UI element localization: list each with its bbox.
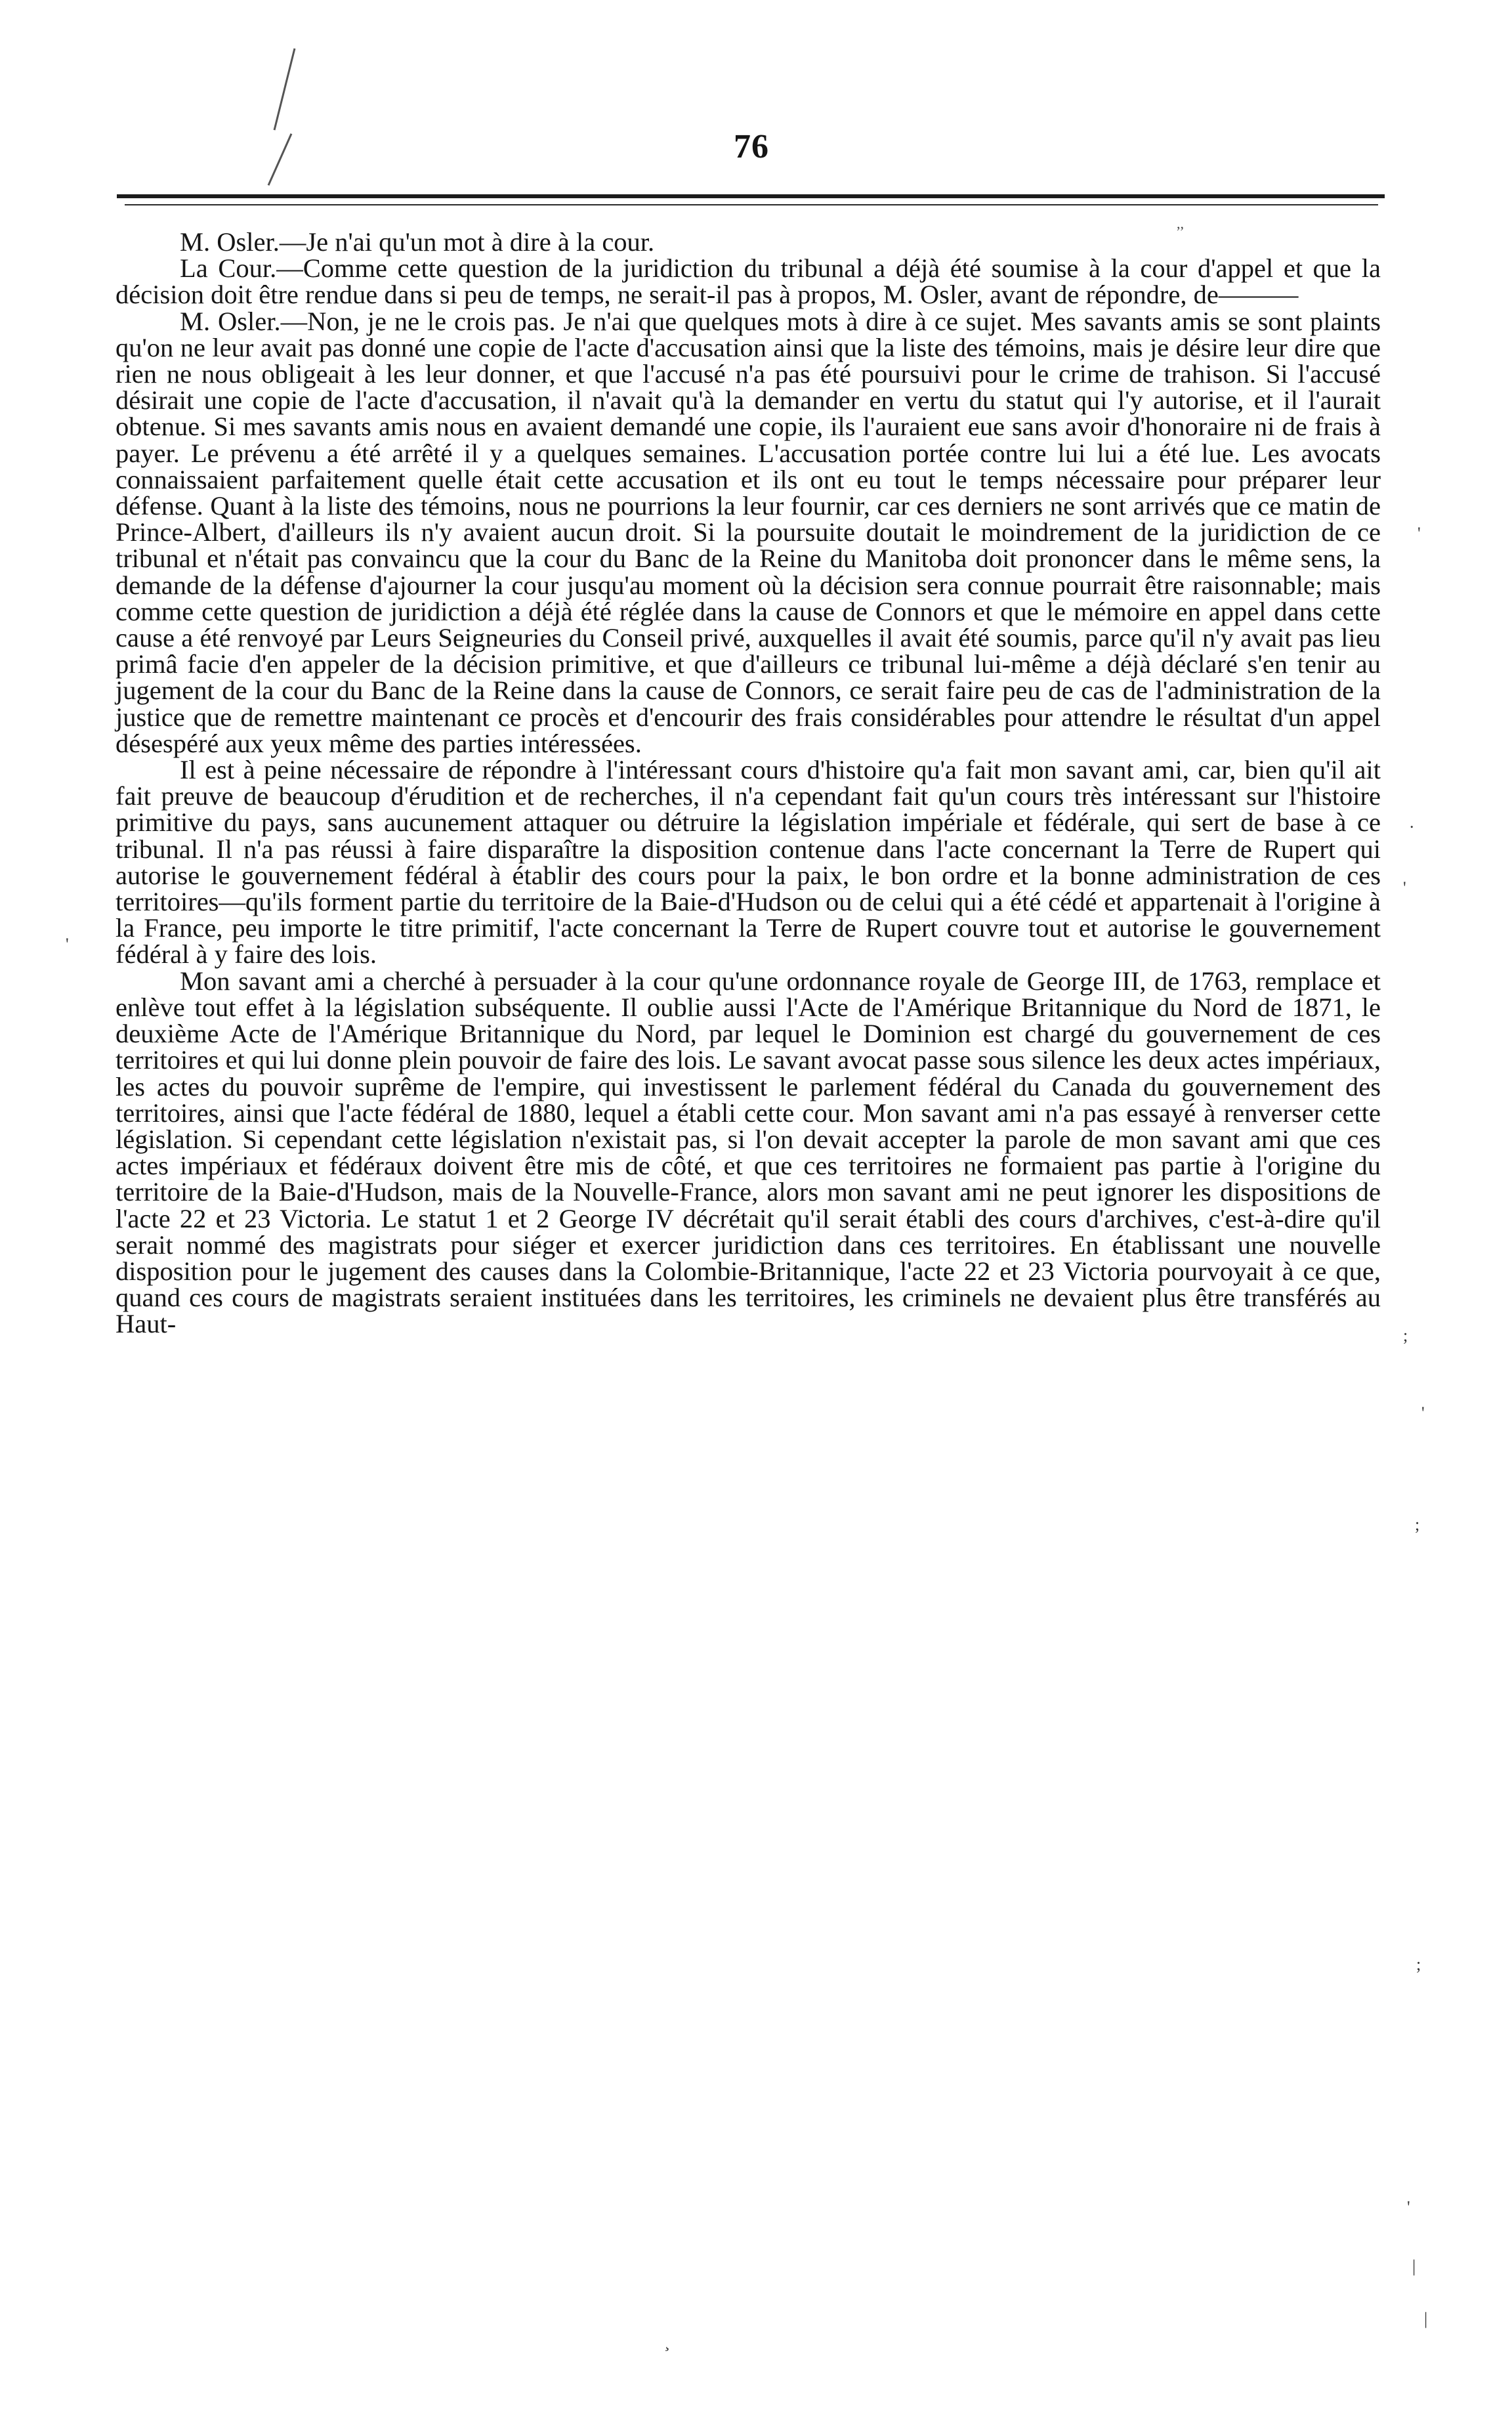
margin-mark: ¸ (664, 2332, 670, 2351)
margin-mark: ' (1403, 878, 1406, 897)
margin-mark: ' (1421, 1403, 1425, 1422)
paragraph: Il est à peine nécessaire de répondre à l'intéressant cours d'histoire qu'a fait mon savant ami, car, bien qu'il ait fait preuve de beaucoup d'érudition et de recherches, il n'a cependant fait qu'un cours très intéressant sur l'histoire primitive du pays, sans aucunement attaquer ou détruire la législation impériale et fédérale, qui sert de base à ce tribunal. Il n'a pas réussi à faire disparaître la disposition contenue dans l'acte concernant la Terre de Rupert qui autorise le gouvernement fédéral à établir des cours pour la paix, le bon ordre et la bonne administration de ces territoires—qu'ils forment partie du territoire de la Baie-d'Hudson ou de celui qui a été cédé et appartenait à l'origine à la France, peu importe le titre primitif, l'acte concernant la Terre de Rupert couvre tout et autorise le gouvernement fédéral à y faire des lois. (116, 755, 1381, 970)
pencil-mark (274, 49, 296, 131)
margin-mark: . (1410, 813, 1414, 832)
margin-mark: ; (1415, 1515, 1420, 1534)
margin-mark: ' (66, 935, 69, 954)
margin-mark: ' (1407, 2198, 1410, 2217)
margin-mark: ; (1403, 1326, 1408, 1345)
paragraph: M. Osler.—Non, je ne le crois pas. Je n'ai que quelques mots à dire à ce sujet. Mes savants amis se sont plaints qu'on ne leur avait pas donné une copie de l'acte d'accusation ainsi que la liste des témoins, mais je désire leur dire que rien ne nous obligeait à les leur donner, et que l'accusé n'a pas été poursuivi pour le crime de trahison. Si l'accusé désirait une copie de l'acte d'accusation, il n'avait qu'à la demander en vertu du statut qui l'y autorise, et il l'aurait obtenue. Si mes savants amis nous en avaient demandé une copie, ils l'auraient eue sans avoir d'honoraire ni de frais à payer. Le prévenu a été arrêté il y a quelques semaines. L'accusation portée contre lui lui a été lue. Les avocats connaissaient parfaitement quelle était cette accusation et ils ont eu tout le temps nécessaire pour préparer leur défense. Quant à la liste des témoins, nous ne pourrions la leur fournir, car ces derniers ne sont arrivés que ce matin de Prince-Albert, d'ailleurs ils n'y avaient aucun droit. Si la poursuite doutait le moindrement de la juridiction de ce tribunal et n'était pas convaincu que la cour du Banc de la Reine du Manitoba doit prononcer dans le même sens, la demande de la défense d'ajourner la cour jusqu'au moment où la décision sera connue pourrait être raisonnable; mais comme cette question de juridiction a déjà été réglée dans la cause de Connors et que le mémoire en appel dans cette cause a été renvoyé par Leurs Seigneuries du Conseil privé, auxquelles il avait été soumis, parce qu'il n'y avait pas lieu primâ facie d'en appeler de la décision primitive, et que d'ailleurs ce tribunal lui-même a déjà déclaré s'en tenir au jugement de la cour du Banc de la Reine dans la cause de Connors, ce serait faire peu de cas de l'administration de la justice que de remettre maintenant ce procès et d'encourir des frais considérables pour attendre le résultat d'un appel désespéré aux yeux même des parties intéressées. (116, 306, 1381, 758)
page-number: 76 (734, 128, 769, 165)
paragraph: M. Osler.—Je n'ai qu'un mot à dire à la cour. (180, 227, 655, 257)
margin-mark: ; (1416, 1955, 1421, 1974)
paragraph: La Cour.—Comme cette question de la juridiction du tribunal a déjà été soumise à la cour d'appel et que la décision doit être rendue dans si peu de temps, ne serait-il pas à propos, M. Osler, avant de répondre, de——— (116, 253, 1381, 310)
header-rule-thin (125, 204, 1378, 205)
speck: ,, (1177, 215, 1184, 232)
paragraph: Mon savant ami a cherché à persuader à la cour qu'une ordonnance royale de George III, de 1763, remplace et enlève tout effet à la législation subséquente. Il oublie aussi l'Acte de l'Amérique Britannique du Nord de 1871, le deuxième Acte de l'Amérique Britannique du Nord, par lequel le Dominion est chargé du gouvernement de ces territoires et qui lui donne plein pouvoir de faire des lois. Le savant avocat passe sous silence les deux actes impériaux, les actes du pouvoir suprême de l'empire, qui investissent le parlement fédéral du Canada du gouvernement des territoires, ainsi que l'acte fédéral de 1880, lequel a établi cette cour. Mon savant ami n'a pas essayé à renverser cette législation. Si cependant cette législation n'existait pas, si l'on devait accepter la parole de mon savant ami que ces actes impériaux et fédéraux doivent être mis de côté, et que ces territoires ne formaient pas partie à l'origine du territoire de la Baie-d'Hudson, mais de la Nouvelle-France, alors mon savant ami ne peut ignorer les dispositions de l'acte 22 et 23 Victoria. Le statut 1 et 2 George IV décrétait qu'il serait établi des cours d'archives, c'est-à-dire qu'il serait nommé des magistrats pour siéger et exercer juridiction dans ces territoires. En établissant une nouvelle disposition pour le jugement des causes dans la Colombie-Britannique, l'acte 22 et 23 Victoria pourvoyait à ce que, quand ces cours de magistrats seraient instituées dans les territoires, les criminels ne devaient plus être transférés au Haut- (116, 966, 1381, 1339)
pencil-mark (268, 133, 293, 186)
margin-mark: | (1412, 2257, 1416, 2276)
margin-mark: ' (1418, 524, 1421, 543)
header-rule (117, 194, 1385, 198)
margin-mark: | (1424, 2309, 1428, 2328)
body-text (116, 229, 1381, 1338)
